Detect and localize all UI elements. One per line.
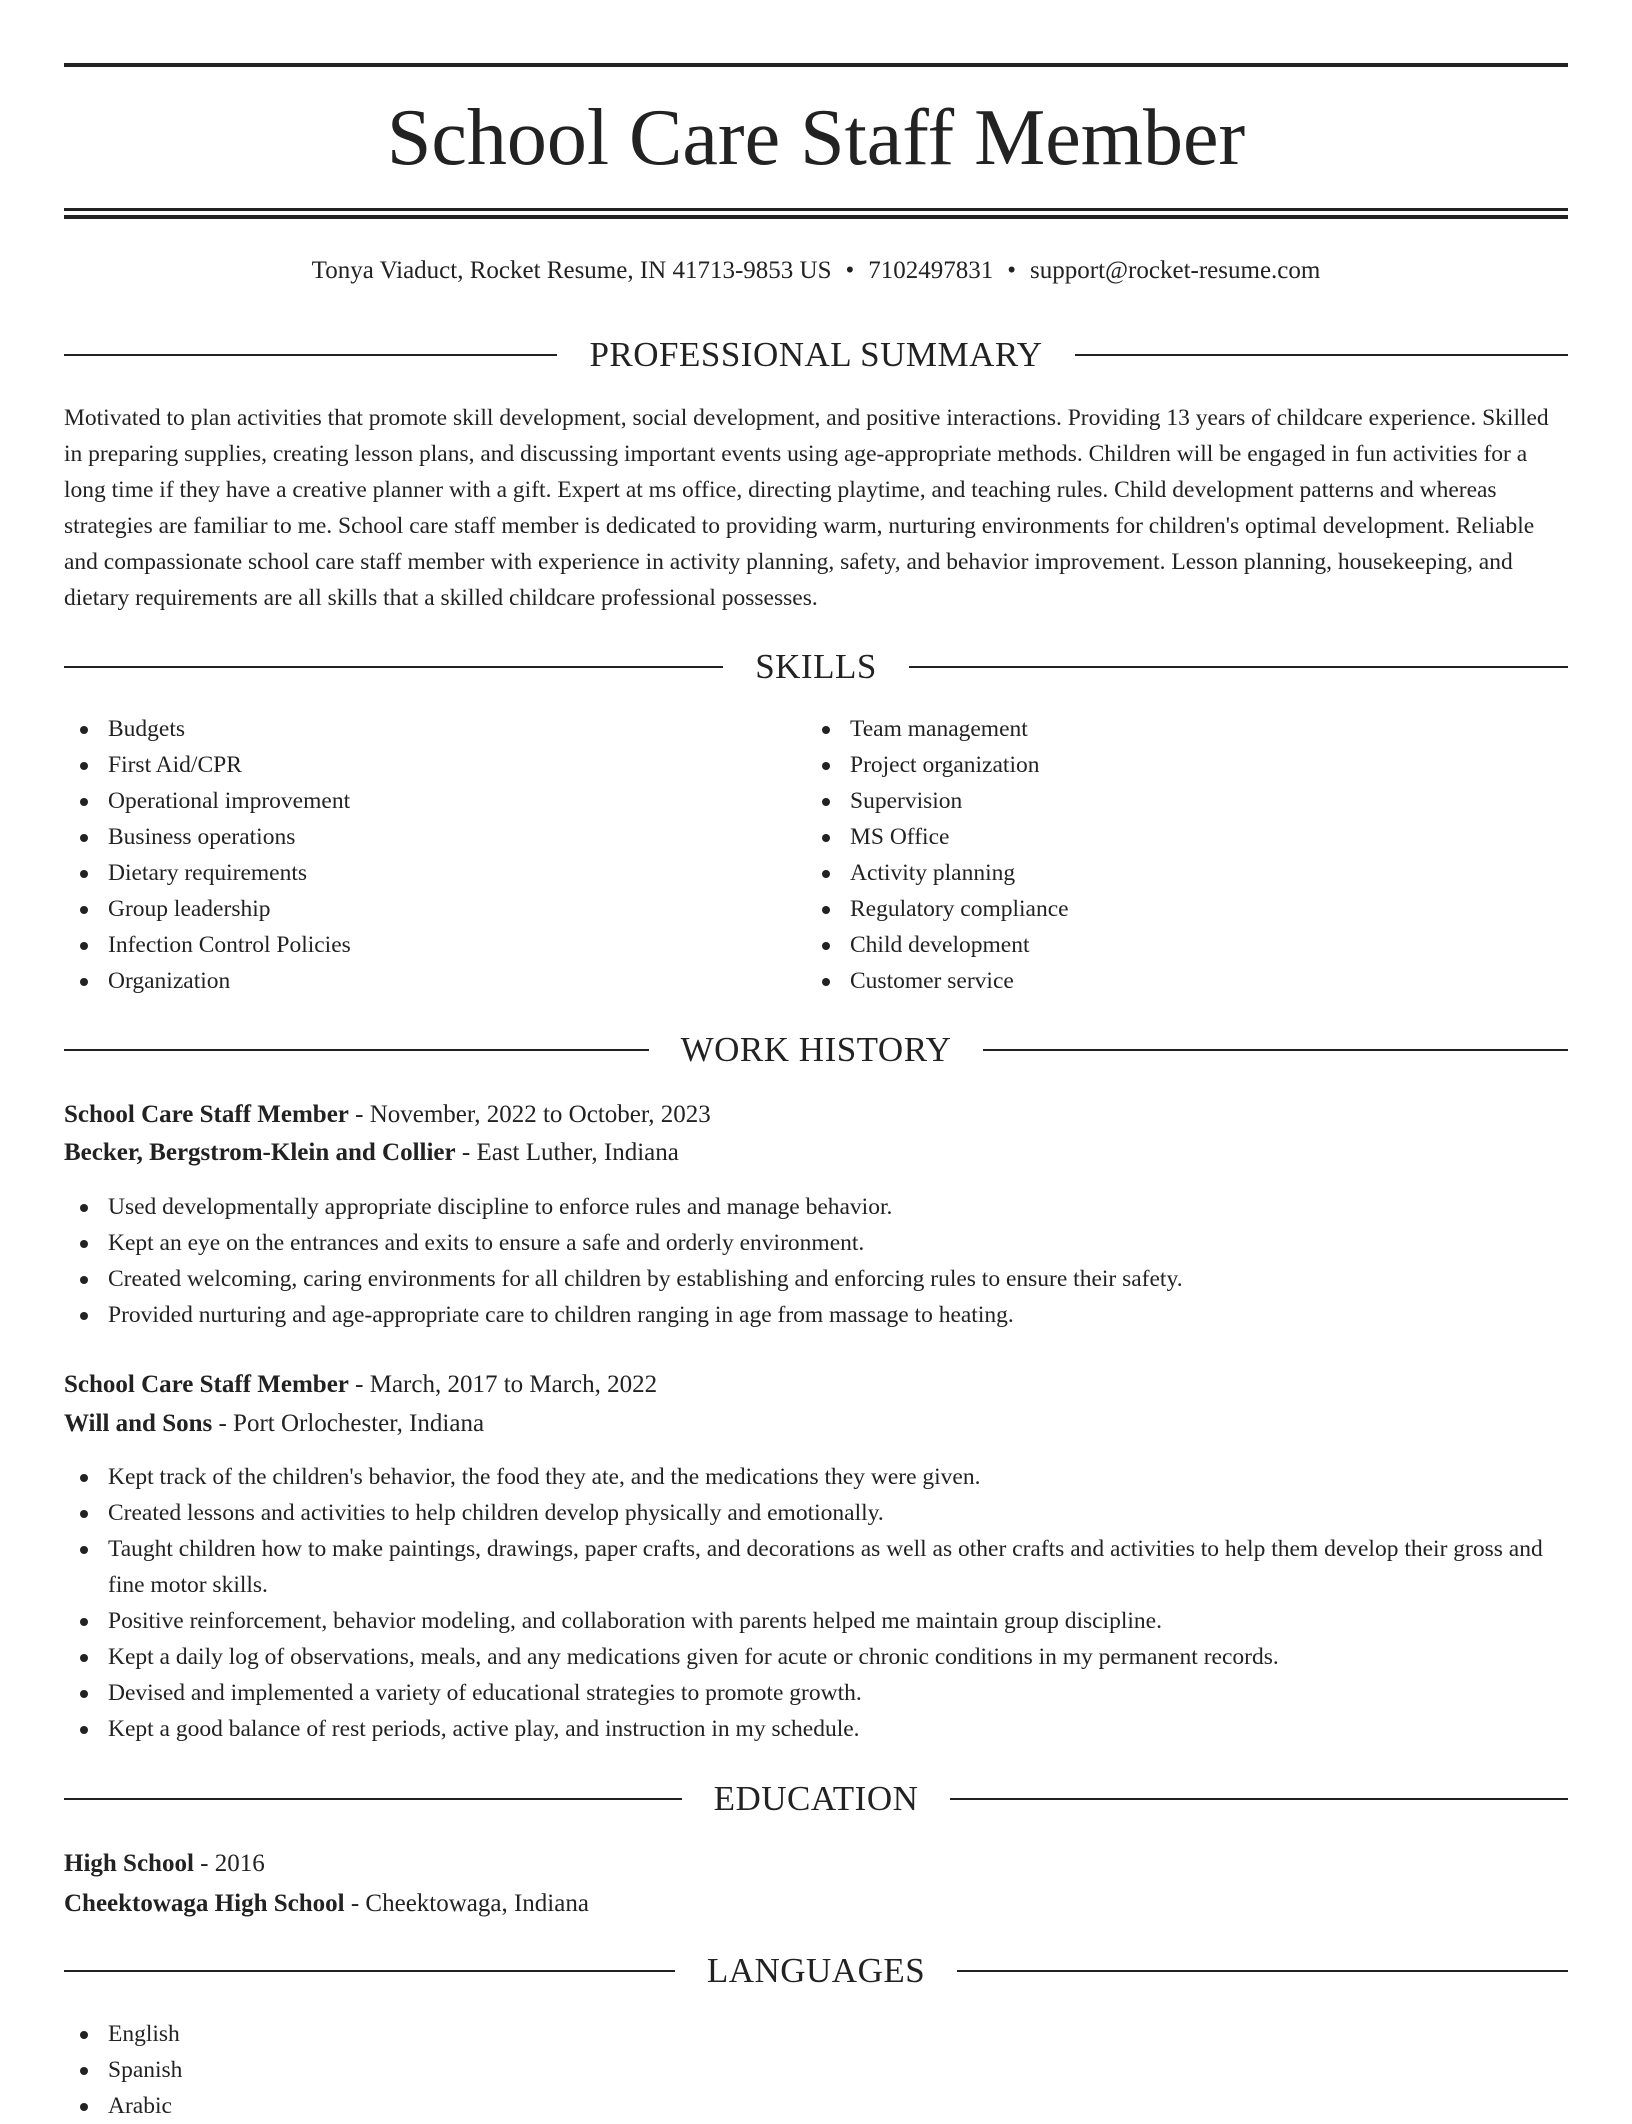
skill-item: Project organization bbox=[806, 747, 1506, 783]
contact-separator: • bbox=[845, 257, 855, 284]
contact-address: Tonya Viaduct, Rocket Resume, IN 41713-9853 US bbox=[311, 257, 832, 284]
education-location: - Cheektowaga, Indiana bbox=[350, 1890, 589, 1917]
job-location: - Port Orlochester, Indiana bbox=[218, 1410, 485, 1437]
skill-item: Team management bbox=[806, 711, 1506, 747]
heading-rule bbox=[64, 354, 557, 356]
job-title-line bbox=[64, 1367, 1568, 1403]
job-duty: Taught children how to make paintings, drawings, paper crafts, and decorations as well as other crafts and activities to help them develop their gross and fine motor skills. bbox=[64, 1531, 1568, 1603]
language-item: English bbox=[64, 2016, 1568, 2052]
summary-heading bbox=[64, 333, 1568, 377]
job-duty: Kept a daily log of observations, meals, and any medications given for acute or chronic conditions in my permanent records. bbox=[64, 1639, 1568, 1675]
heading-rule bbox=[957, 1970, 1568, 1972]
job-duty: Created lessons and activities to help children develop physically and emotionally. bbox=[64, 1495, 1568, 1531]
job-employer: Will and Sons bbox=[64, 1410, 213, 1437]
top-rule bbox=[64, 63, 1568, 67]
skill-item: First Aid/CPR bbox=[64, 747, 764, 783]
job-duty: Created welcoming, caring environments for all children by establishing and enforcing rules to ensure their safety. bbox=[64, 1261, 1568, 1297]
job-duty: Kept an eye on the entrances and exits to ensure a safe and orderly environment. bbox=[64, 1225, 1568, 1261]
contact-phone: 7102497831 bbox=[868, 257, 994, 284]
job-duties-list bbox=[64, 1189, 1568, 1333]
heading-rule bbox=[1075, 354, 1568, 356]
job-employer: Becker, Bergstrom-Klein and Collier bbox=[64, 1139, 456, 1166]
skill-item: Supervision bbox=[806, 783, 1506, 819]
work-heading-label: WORK HISTORY bbox=[680, 1030, 952, 1069]
education-degree-line bbox=[64, 1846, 1568, 1882]
heading-rule bbox=[64, 1798, 682, 1800]
contact-email: support@rocket-resume.com bbox=[1030, 257, 1321, 284]
resume-title: School Care Staff Member bbox=[386, 94, 1246, 182]
skills-heading bbox=[64, 645, 1568, 689]
language-item: Spanish bbox=[64, 2052, 1568, 2088]
job-dates: - November, 2022 to October, 2023 bbox=[355, 1101, 711, 1128]
skill-item: Dietary requirements bbox=[64, 855, 764, 891]
job-duties-list bbox=[64, 1459, 1568, 1747]
education-heading bbox=[64, 1777, 1568, 1821]
job-title: School Care Staff Member bbox=[64, 1101, 349, 1128]
job-duty: Provided nurturing and age-appropriate care to children ranging in age from massage to heating. bbox=[64, 1297, 1568, 1333]
job-employer-line bbox=[64, 1135, 1568, 1171]
job-employer-line bbox=[64, 1406, 1568, 1442]
job-duty: Kept a good balance of rest periods, active play, and instruction in my schedule. bbox=[64, 1711, 1568, 1747]
job-duty: Positive reinforcement, behavior modeling, and collaboration with parents helped me maintain group discipline. bbox=[64, 1603, 1568, 1639]
skill-item: Budgets bbox=[64, 711, 764, 747]
skill-item: Operational improvement bbox=[64, 783, 764, 819]
heading-rule bbox=[950, 1798, 1568, 1800]
heading-rule bbox=[64, 1970, 675, 1972]
skill-item: Organization bbox=[64, 963, 764, 999]
heading-rule bbox=[64, 666, 723, 668]
heading-rule bbox=[983, 1049, 1568, 1051]
job-location: - East Luther, Indiana bbox=[461, 1139, 679, 1166]
contact-line bbox=[64, 254, 1568, 288]
languages-heading-label: LANGUAGES bbox=[706, 1951, 926, 1990]
skill-item: Activity planning bbox=[806, 855, 1506, 891]
skill-item: MS Office bbox=[806, 819, 1506, 855]
education-year: - 2016 bbox=[200, 1850, 265, 1877]
education-heading-label: EDUCATION bbox=[713, 1779, 919, 1818]
skill-item: Group leadership bbox=[64, 891, 764, 927]
job-duty: Devised and implemented a variety of educational strategies to promote growth. bbox=[64, 1675, 1568, 1711]
summary-heading-label: PROFESSIONAL SUMMARY bbox=[589, 335, 1043, 374]
summary-text: Motivated to plan activities that promote skill development, social development, and positive interactions. Providing 13 years of childcare experience. Skilled in preparing supplies, creating lesson plans, and discussing important events using age-appropriate methods. Children will be engaged in fun activities for a long time if they have a creative planner with a gift. Expert at ms office, directing playtime, and teaching rules. Child development patterns and whereas strategies are familiar to me. School care staff member is dedicated to providing warm, nurturing environments for children's optimal development. Reliable and compassionate school care staff member with experience in activity planning, safety, and behavior improvement. Lesson planning, housekeeping, and dietary requirements are all skills that a skilled childcare professional possesses. bbox=[64, 405, 1549, 611]
job-title: School Care Staff Member bbox=[64, 1371, 349, 1398]
job-duty: Used developmentally appropriate discipline to enforce rules and manage behavior. bbox=[64, 1189, 1568, 1225]
education-school-line bbox=[64, 1886, 1568, 1922]
languages-list bbox=[64, 2016, 1568, 2124]
education-school: Cheektowaga High School bbox=[64, 1890, 345, 1917]
skill-item: Business operations bbox=[64, 819, 764, 855]
skill-item: Regulatory compliance bbox=[806, 891, 1506, 927]
skills-list-right bbox=[806, 711, 1506, 999]
contact-separator: • bbox=[1007, 257, 1017, 284]
heading-rule bbox=[64, 1049, 649, 1051]
languages-heading bbox=[64, 1949, 1568, 1993]
skill-item: Child development bbox=[806, 927, 1506, 963]
skills-list-left bbox=[64, 711, 764, 999]
language-item: Arabic bbox=[64, 2088, 1568, 2124]
title-double-rule bbox=[64, 208, 1568, 219]
job-dates: - March, 2017 to March, 2022 bbox=[355, 1371, 658, 1398]
job-title-line bbox=[64, 1097, 1568, 1133]
job-duty: Kept track of the children's behavior, the food they ate, and the medications they were given. bbox=[64, 1459, 1568, 1495]
heading-rule bbox=[909, 666, 1568, 668]
work-heading bbox=[64, 1028, 1568, 1072]
education-degree: High School bbox=[64, 1850, 194, 1877]
skills-heading-label: SKILLS bbox=[755, 647, 877, 686]
skill-item: Customer service bbox=[806, 963, 1506, 999]
skill-item: Infection Control Policies bbox=[64, 927, 764, 963]
